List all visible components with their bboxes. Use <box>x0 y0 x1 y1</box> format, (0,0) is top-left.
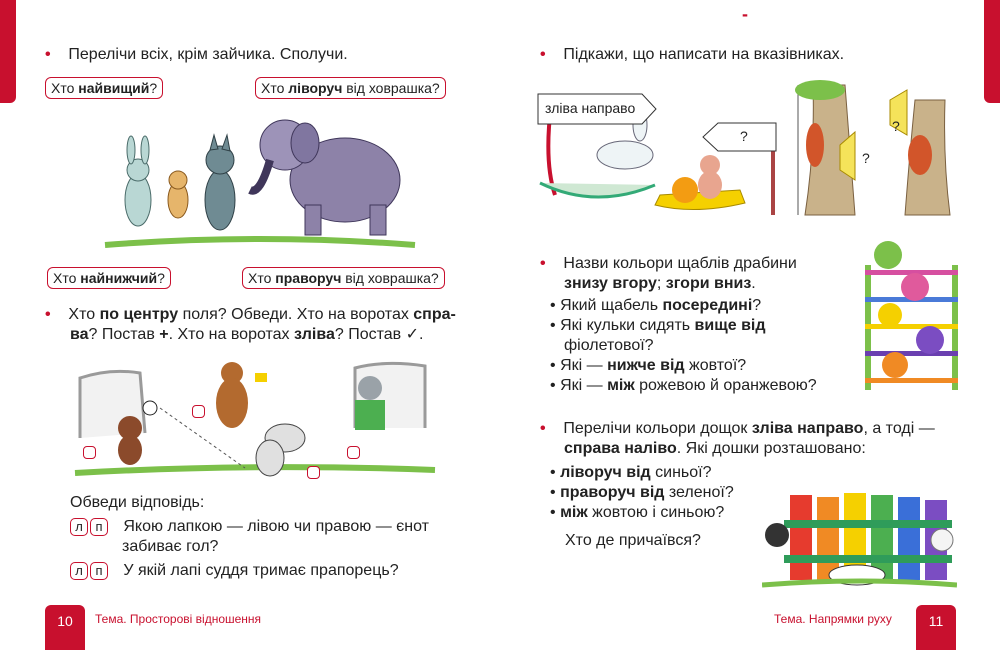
task-signposts: • Підкажи, що написати на вказівниках. <box>540 46 845 63</box>
mark-square-1[interactable] <box>192 405 205 418</box>
mark-square-2[interactable] <box>83 446 96 459</box>
question-box-tallest: Хто найвищий? <box>45 77 163 99</box>
choice-right[interactable]: п <box>90 518 108 536</box>
mark-square-3[interactable] <box>347 446 360 459</box>
choice-left[interactable]: л <box>70 518 88 536</box>
question-box-shortest: Хто найнижчий? <box>47 267 171 289</box>
signpost-question-1: ? <box>702 122 777 152</box>
signpost-question-2: ? <box>892 118 900 134</box>
ladder-questions: • Який щабель посередині? • Які кульки сидять вище від фіолетової? • Які — нижче від жовтої? • Які — між рожевою й оранжевою? <box>550 297 817 394</box>
top-mark: - <box>742 4 748 24</box>
choice-left[interactable]: л <box>70 562 88 580</box>
soccer-illustration <box>70 358 440 488</box>
answer-row-raccoon: л п Якою лапкою — лівою чи правою — єнот забиває гол? <box>70 517 470 557</box>
animals-illustration <box>100 105 420 255</box>
ladder-illustration <box>860 235 960 395</box>
mark-square-4[interactable] <box>307 466 320 479</box>
signpost-question-3: ? <box>862 150 870 166</box>
question-box-left-of-gopher: Хто ліворуч від ховрашка? <box>255 77 446 99</box>
page-number-left: 10 <box>45 605 85 650</box>
who-hid-question: Хто де причаївся? <box>565 532 701 549</box>
left-page-tab <box>0 0 16 103</box>
task-soccer: • Хто по центру поля? Обведи. Хто на воротах спра- ва? Постав +. Хто на воротах зліва? Постав ✓. <box>45 306 456 343</box>
task-ladder: • Назви кольори щаблів драбини знизу вгору; згори вниз. <box>540 255 797 292</box>
footer-left: Тема. Просторові відношення <box>95 612 262 626</box>
answer-title: Обведи відповідь: <box>70 494 205 511</box>
signpost-left-to-right: зліва направо <box>537 93 657 125</box>
page-number-right: 11 <box>916 605 956 650</box>
task-count-animals: • Перелічи всіх, крім зайчика. Сполучи. <box>45 46 348 63</box>
right-page-tab <box>984 0 1000 103</box>
task-fence: • Перелічи кольори дощок зліва направо, а тоді — справа наліво. Які дошки розташовано: <box>540 420 935 457</box>
fence-illustration <box>762 475 957 590</box>
squirrels-illustration <box>795 80 955 220</box>
choice-right[interactable]: п <box>90 562 108 580</box>
answer-row-referee: л п У якій лапі суддя тримає прапорець? <box>70 561 470 581</box>
fence-questions: • ліворуч від синьої? • праворуч від зеленої? • між жовтою і синьою? <box>550 464 734 521</box>
footer-right: Тема. Напрямки руху <box>774 612 892 626</box>
question-box-right-of-gopher: Хто праворуч від ховрашка? <box>242 267 445 289</box>
